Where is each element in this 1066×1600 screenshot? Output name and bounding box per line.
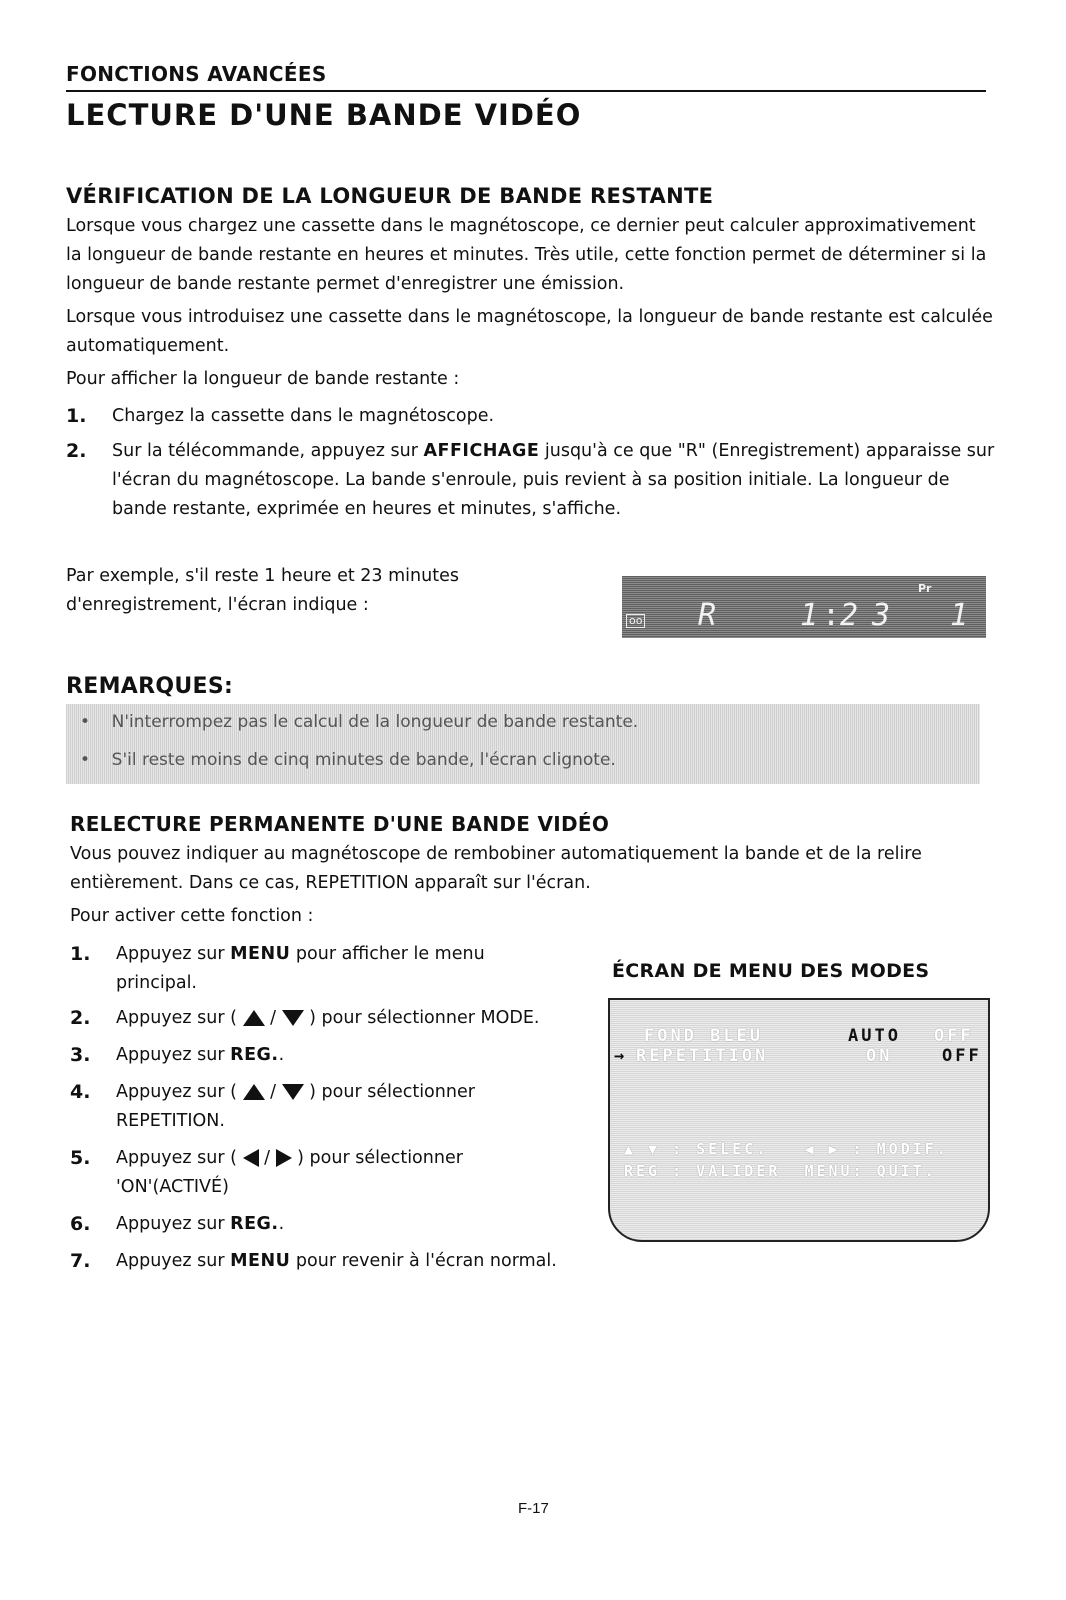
slash: / [270,1082,276,1102]
left-arrow-icon [243,1149,259,1167]
step-text-pre: Appuyez sur [116,1251,231,1271]
step-text-pre: Appuyez sur [116,1214,231,1234]
step-text [116,1041,550,1070]
step [70,1078,550,1136]
section-repeat-playback [70,812,990,931]
step-number: 4. [70,1081,91,1103]
step-text [116,1078,550,1136]
paragraph: Vous pouvez indiquer au magnétoscope de rembobiner automatiquement la bande et de la relire entièrement. Dans ce cas, REPETITION apparaît sur l'écran. [70,844,922,893]
display-hours: 1 [800,598,819,633]
step-text-post: ) pour sélectionner MODE. [303,1008,540,1028]
step-number: 5. [70,1147,91,1169]
step-number: 1. [66,405,87,427]
menu-cursor-arrow: → [614,1046,628,1066]
step-number: 1. [70,943,91,965]
paragraph: Pour activer cette fonction : [70,906,314,926]
remark-item: • N'interrompez pas le calcul de la longueur de bande restante. [80,712,639,732]
vcr-display [622,576,986,638]
paragraph: Pour afficher la longueur de bande restante : [66,369,460,389]
step-number: 7. [70,1250,91,1272]
menu-option-off: OFF [934,1026,974,1046]
step-text: Chargez la cassette dans le magnétoscope. [112,406,495,426]
step-text-post: . [278,1045,285,1065]
menu-option-on: ON [866,1046,893,1066]
step-text-post: pour revenir à l'écran normal. [290,1251,557,1271]
paragraph: Lorsque vous introduisez une cassette dans le magnétoscope, la longueur de bande restante est calculée automatiquement. [66,307,993,356]
step-number: 3. [70,1044,91,1066]
step-text-pre: Appuyez sur ( [116,1008,243,1028]
page-title: LECTURE D'UNE BANDE VIDÉO [66,98,582,132]
display-colon: : [822,598,841,633]
step [70,1144,550,1202]
slash: / [270,1008,276,1028]
remarks-box [66,704,980,784]
kicker: FONCTIONS AVANCÉES [66,62,327,86]
section-remaining-tape [66,184,996,524]
step-number: 2. [70,1007,91,1029]
button-name-menu: MENU [230,944,291,964]
step-text [116,1210,550,1239]
slash: / [264,1148,270,1168]
page-header [66,62,986,132]
mode-menu-screen [608,998,990,1242]
step [70,1247,690,1276]
remarks-heading: REMARQUES: [66,674,234,699]
step-text-post: . [278,1214,285,1234]
step-text-pre: Appuyez sur [116,1045,231,1065]
menu-option-off-selected: OFF [942,1046,982,1066]
example-text: Par exemple, s'il reste 1 heure et 23 minutes d'enregistrement, l'écran indique : [66,566,459,615]
step-text-post: ) pour sélectionner 'ON'(ACTIVÉ) [116,1148,463,1197]
down-arrow-icon [282,1010,304,1026]
step-text-pre: Appuyez sur ( [116,1148,243,1168]
step-text-post: jusqu'à ce que "R" (Enregistrement) apparaisse sur l'écran du magnétoscope. La bande s'enroule, puis revient à sa position initiale. La longueur de bande restante, exprimée en heures et minutes, s'affiche. [112,441,995,519]
up-arrow-icon [243,1084,265,1100]
display-minutes: 23 [840,598,905,633]
step-text-pre: Sur la télécommande, appuyez sur [112,441,424,461]
section-heading: RELECTURE PERMANENTE D'UNE BANDE VIDÉO [70,812,610,836]
button-name-affichage: AFFICHAGE [423,441,540,461]
button-name-reg: REG. [230,1045,279,1065]
step [70,1210,550,1239]
up-arrow-icon [243,1010,265,1026]
menu-label: FOND BLEU [644,1026,764,1046]
menu-footer-validate: REG : VALIDER MENU: QUIT. [624,1162,937,1180]
button-name-menu: MENU [230,1251,291,1271]
display-pr-label: Pr [918,582,932,595]
down-arrow-icon [282,1084,304,1100]
cassette-icon: oo [626,614,645,628]
remark-text: S'il reste moins de cinq minutes de bande, l'écran clignote. [111,750,616,770]
step-text [116,940,550,998]
step-text-pre: Appuyez sur ( [116,1082,243,1102]
menu-row-repeat-label: REPETITION [636,1046,769,1066]
step-text [112,437,996,524]
header-rule [66,90,986,92]
step-text [116,1144,550,1202]
step [70,1004,550,1033]
page-number: F-17 [518,1500,549,1517]
button-name-reg: REG. [230,1214,279,1234]
step-text-post: pour afficher le menu principal. [116,944,485,993]
section-heading: VÉRIFICATION DE LA LONGUEUR DE BANDE RESTANTE [66,184,714,208]
step-number: 2. [66,440,87,462]
step-text [116,1247,690,1276]
step-text [116,1004,550,1033]
remark-text: N'interrompez pas le calcul de la longueur de bande restante. [111,712,639,732]
menu-row-blue-bg-label [644,1026,763,1046]
step-text-post: ) pour sélectionner REPETITION. [116,1082,475,1131]
paragraph: Lorsque vous chargez une cassette dans le magnétoscope, ce dernier peut calculer approximativement la longueur de bande restante en heures et minutes. Très utile, cette fonction permet de déterminer si la longueur de bande restante permet d'enregistrer une émission. [66,216,987,294]
step [70,1041,550,1070]
right-arrow-icon [276,1149,292,1167]
display-channel: 1 [950,598,969,633]
display-mode: R [698,598,717,633]
step-text-pre: Appuyez sur [116,944,231,964]
menu-option-auto: AUTO [848,1026,901,1046]
step [70,940,550,998]
steps-list [70,940,557,1276]
menu-footer-select: ▲ ▼ : SELEC. ◀ ▶ : MODIF. [624,1140,949,1158]
step [66,402,996,431]
step [66,437,996,524]
remark-item: • S'il reste moins de cinq minutes de bande, l'écran clignote. [80,750,616,770]
step-number: 6. [70,1213,91,1235]
menu-screen-title: ÉCRAN DE MENU DES MODES [612,960,930,982]
